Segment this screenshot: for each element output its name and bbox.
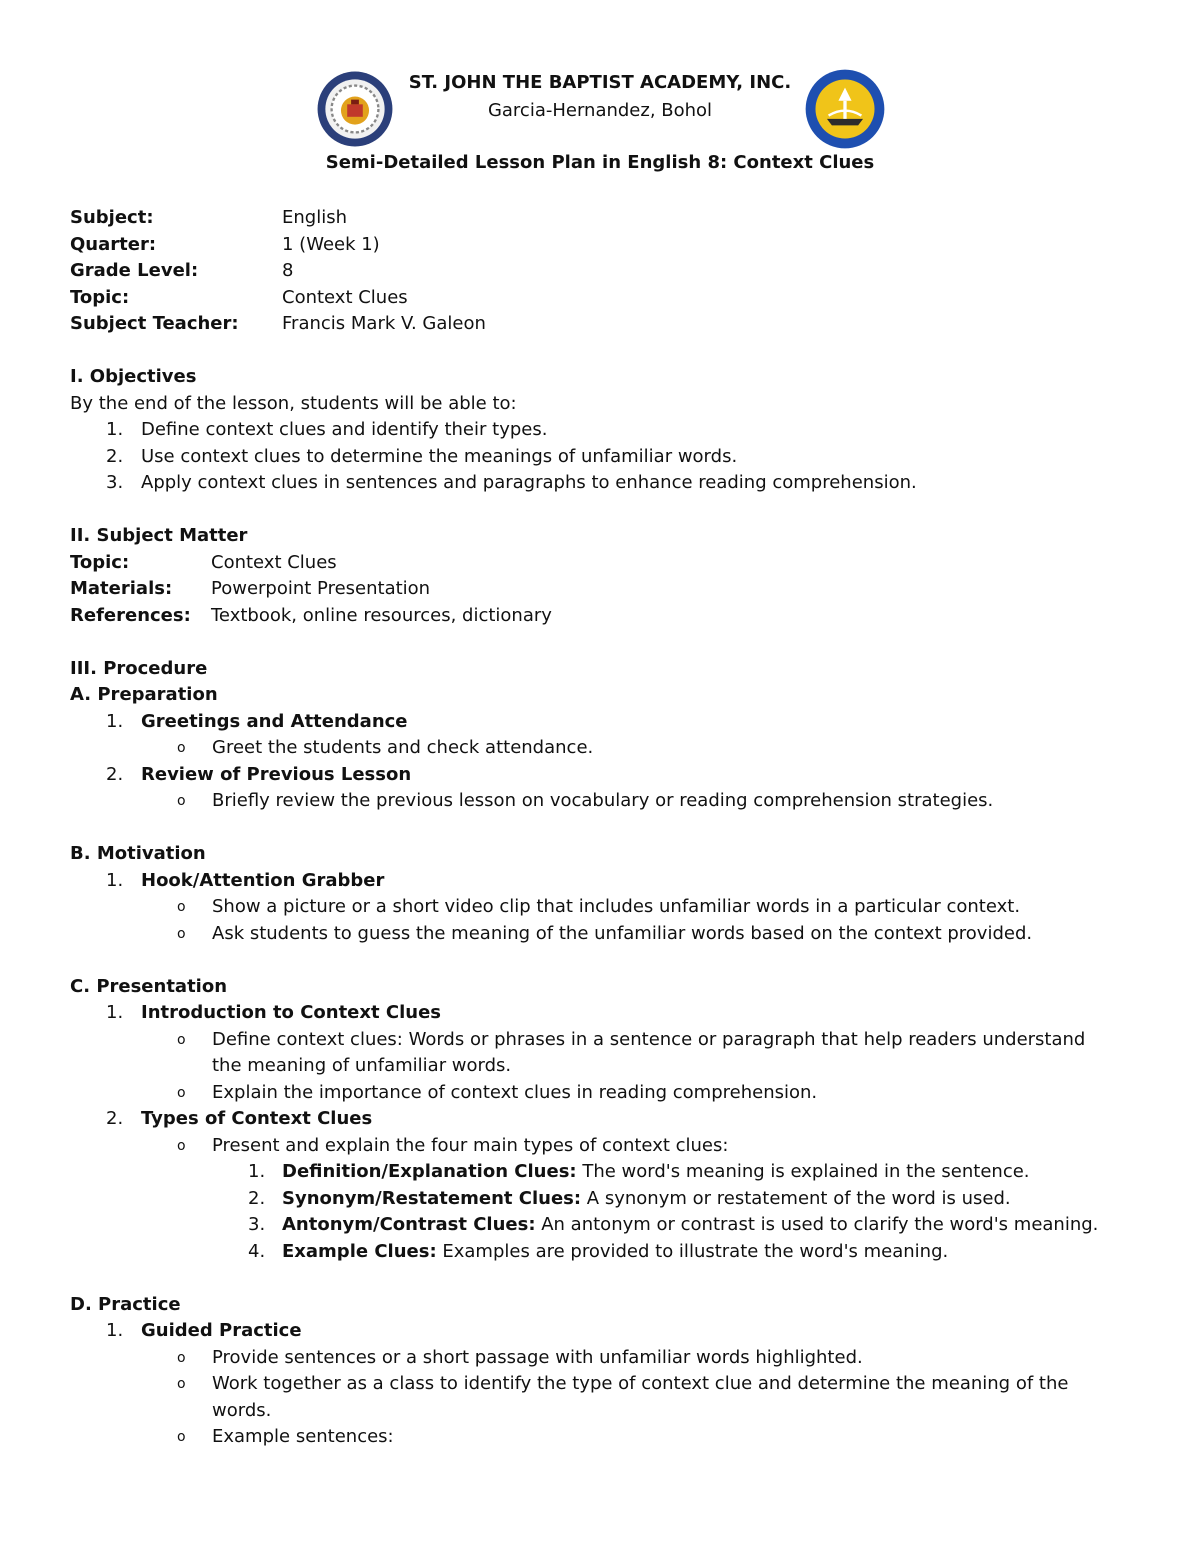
school-name: ST. JOHN THE BAPTIST ACADEMY, INC. bbox=[408, 72, 792, 93]
preparation-heading: A. Preparation bbox=[70, 684, 218, 705]
subject-matter-row: References: Textbook, online resources, dictionary bbox=[70, 604, 552, 626]
info-row bbox=[70, 205, 1130, 232]
document-title: Semi-Detailed Lesson Plan in English 8: Context Clues bbox=[325, 152, 875, 173]
bullet-icon: o bbox=[177, 793, 186, 809]
bullet-icon: o bbox=[177, 1084, 186, 1101]
sub-list-item: o Present and explain the four main types of context clues: bbox=[70, 1133, 1130, 1160]
info-key: Grade Level: bbox=[70, 260, 199, 281]
presentation-heading: C. Presentation bbox=[70, 975, 228, 997]
list-item: 1. Hook/Attention Grabber bbox=[106, 869, 385, 891]
bullet-icon: o bbox=[177, 899, 186, 915]
info-value: 8 bbox=[282, 260, 294, 281]
subject-matter-row: Materials: Powerpoint Presentation bbox=[70, 578, 431, 599]
procedure-heading: III. Procedure bbox=[70, 657, 208, 679]
info-row bbox=[70, 258, 1130, 285]
objective-item: 3. Apply context clues in sentences and paragraphs to enhance reading comprehension. bbox=[106, 472, 917, 493]
context-clue-type: 4. Example Clues: Examples are provided to illustrate the word's meaning. bbox=[248, 1240, 949, 1262]
list-item: 2. Review of Previous Lesson bbox=[106, 763, 412, 785]
sub-list-item: o Greet the students and check attendance. bbox=[70, 735, 1130, 762]
info-value: English bbox=[282, 207, 347, 228]
context-clue-type: 3. Antonym/Contrast Clues: An antonym or contrast is used to clarify the word's meaning. bbox=[248, 1214, 1099, 1235]
sub-list-item: o Example sentences: bbox=[70, 1424, 1130, 1451]
bullet-icon: o bbox=[177, 1376, 186, 1392]
school-address: Garcia-Hernandez, Bohol bbox=[487, 100, 713, 121]
info-row bbox=[70, 232, 1130, 259]
info-key: Subject: bbox=[70, 207, 154, 228]
bullet-icon: o bbox=[177, 1349, 186, 1366]
subject-matter-heading: II. Subject Matter bbox=[70, 525, 248, 546]
info-row bbox=[70, 285, 1130, 312]
lesson-plan-body bbox=[70, 205, 1130, 1451]
context-clue-type: 2. Synonym/Restatement Clues: A synonym or restatement of the word is used. bbox=[248, 1187, 1011, 1209]
sub-list-item: o Show a picture or a short video clip that includes unfamiliar words in a particular context. bbox=[70, 894, 1130, 921]
info-row bbox=[70, 311, 1130, 338]
info-value: Context Clues bbox=[282, 286, 408, 308]
sub-list-item: o Define context clues: Words or phrases in a sentence or paragraph that help readers understand bbox=[70, 1027, 1130, 1054]
objectives-intro: By the end of the lesson, students will be able to: bbox=[70, 392, 517, 414]
sub-list-item: o Ask students to guess the meaning of the unfamiliar words based on the context provided. bbox=[70, 921, 1130, 948]
info-key: Subject Teacher: bbox=[70, 313, 239, 334]
subject-matter-row: Topic: Context Clues bbox=[70, 551, 337, 573]
objectives-heading: I. Objectives bbox=[70, 366, 197, 387]
practice-heading: D. Practice bbox=[70, 1293, 181, 1315]
list-item: 2. Types of Context Clues bbox=[106, 1108, 373, 1129]
bullet-icon: o bbox=[177, 925, 186, 942]
info-value: Francis Mark V. Galeon bbox=[282, 313, 486, 334]
objective-item: 1. Define context clues and identify their types. bbox=[106, 419, 548, 440]
bullet-icon: o bbox=[177, 1031, 186, 1048]
bullet-icon: o bbox=[177, 740, 186, 756]
sub-list-item: o Explain the importance of context clues in reading comprehension. bbox=[70, 1080, 1130, 1107]
sub-list-item: o Work together as a class to identify the type of context clue and determine the meaning of the bbox=[70, 1371, 1130, 1398]
info-key: Quarter: bbox=[70, 233, 157, 255]
info-key: Topic: bbox=[70, 286, 130, 308]
list-item: 1. Greetings and Attendance bbox=[106, 710, 408, 732]
bullet-icon: o bbox=[177, 1137, 186, 1154]
bullet-icon: o bbox=[177, 1429, 186, 1445]
sub-list-item: o Briefly review the previous lesson on vocabulary or reading comprehension strategies. bbox=[70, 788, 1130, 815]
info-value: 1 (Week 1) bbox=[282, 233, 380, 255]
list-item: 1. Introduction to Context Clues bbox=[106, 1002, 441, 1023]
sub-list-item-continuation: the meaning of unfamiliar words. bbox=[212, 1055, 512, 1076]
sub-list-item: o Provide sentences or a short passage with unfamiliar words highlighted. bbox=[70, 1345, 1130, 1372]
objective-item: 2. Use context clues to determine the meanings of unfamiliar words. bbox=[106, 445, 738, 467]
context-clue-type: 1. Definition/Explanation Clues: The word's meaning is explained in the sentence. bbox=[248, 1161, 1030, 1182]
sub-list-item-continuation: words. bbox=[212, 1399, 272, 1421]
list-item: 1. Guided Practice bbox=[106, 1320, 302, 1341]
motivation-heading: B. Motivation bbox=[70, 843, 206, 864]
